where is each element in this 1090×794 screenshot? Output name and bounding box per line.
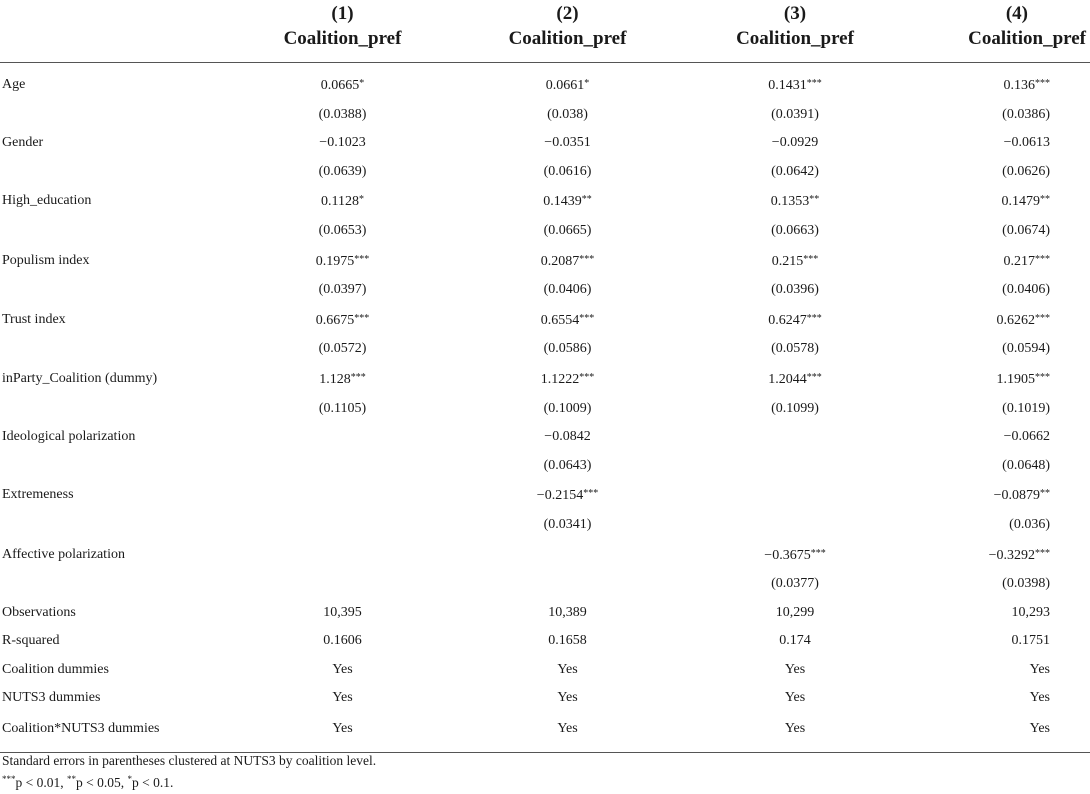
cell-col-1: Yes (332, 690, 353, 706)
row-label (0, 217, 230, 246)
cell-col-2: (0.0616) (543, 163, 592, 179)
cell-col-2: −0.2154*** (536, 488, 599, 504)
row-label: Extremeness (2, 487, 74, 503)
row-label (0, 452, 230, 481)
row-label (0, 395, 230, 424)
cell-col-4: 0.1479** (1001, 194, 1050, 210)
table-row-stderr (0, 335, 1090, 364)
cell-col-4: 0.1751 (1011, 633, 1050, 649)
table-row-stderr (0, 511, 1090, 540)
column-number: (2) (556, 3, 579, 24)
cell-col-1: (0.1105) (318, 400, 367, 416)
notes-line-significance (2, 770, 376, 792)
column-number-row (0, 0, 1090, 27)
cell-col-1 (230, 423, 455, 452)
row-label (0, 276, 230, 305)
cell-col-4: (0.0594) (1002, 341, 1050, 357)
cell-col-3: (0.0391) (771, 106, 819, 122)
cell-col-4: −0.0879** (993, 488, 1050, 504)
cell-col-2: (0.038) (547, 106, 588, 122)
table-body (0, 63, 1090, 753)
table-row (0, 305, 1090, 336)
cell-col-4: (0.0626) (1002, 163, 1050, 179)
row-label (0, 511, 230, 540)
cell-col-3: 0.6247*** (768, 312, 822, 328)
cell-col-3: 0.215*** (771, 253, 819, 269)
cell-col-3: 1.2044*** (768, 371, 822, 387)
row-label: Trust index (2, 311, 66, 327)
cell-col-3 (680, 480, 910, 511)
cell-col-2: 1.1222*** (540, 371, 595, 387)
cell-col-2: Yes (557, 661, 578, 677)
cell-col-2: 0.1439** (543, 194, 592, 210)
row-label: High_education (2, 193, 92, 209)
cell-col-1: 1.128*** (319, 371, 366, 387)
cell-col-1: Yes (230, 713, 455, 753)
cell-col-2 (455, 570, 680, 599)
row-label: Populism index (2, 252, 90, 268)
cell-col-3 (680, 452, 910, 481)
row-label: Affective polarization (2, 546, 125, 562)
cell-col-1: 0.1606 (323, 633, 362, 649)
cell-col-3: (0.0377) (771, 576, 819, 592)
table-row (0, 656, 1090, 685)
table-row (0, 423, 1090, 452)
cell-col-2: 0.1658 (548, 633, 587, 649)
cell-col-4: (0.036) (1009, 516, 1050, 532)
row-label: Ideological polarization (2, 429, 136, 445)
table-row-stderr (0, 158, 1090, 187)
cell-col-4: 0.6262*** (996, 312, 1050, 328)
table-row (0, 246, 1090, 277)
table-row-stderr (0, 217, 1090, 246)
cell-col-2: (0.0643) (543, 457, 592, 473)
table-row-stderr (0, 452, 1090, 481)
notes-line-standard-errors: Standard errors in parentheses clustered at NUTS3 by coalition level. (2, 753, 377, 768)
cell-col-4: (0.1019) (1002, 400, 1050, 416)
table-row (0, 364, 1090, 395)
cell-col-3: (0.0642) (771, 163, 819, 179)
row-label: inParty_Coalition (dummy) (2, 370, 158, 386)
table-row (0, 129, 1090, 158)
cell-col-2: (0.0341) (543, 516, 592, 532)
sig-text-1: p < 0.01, (15, 775, 67, 790)
cell-col-4: (0.0398) (1002, 576, 1050, 592)
cell-col-2: Yes (455, 713, 680, 753)
cell-col-4: (0.0406) (1002, 282, 1050, 298)
row-label (0, 158, 230, 187)
cell-col-3: Yes (680, 713, 910, 753)
cell-col-1: (0.0653) (318, 222, 367, 238)
cell-col-4: Yes (910, 713, 1090, 753)
cell-col-2: 0.0661* (545, 78, 590, 93)
cell-col-1: Yes (332, 661, 353, 677)
table-row (0, 713, 1090, 753)
row-label (0, 335, 230, 364)
cell-col-4: (0.0648) (1002, 457, 1050, 473)
dependent-variable: Coalition_pref (910, 27, 1090, 63)
header-corner (0, 0, 230, 27)
cell-col-3: 0.174 (779, 633, 811, 649)
cell-col-2: 0.2087*** (540, 253, 595, 269)
cell-col-4: −0.3292*** (988, 547, 1050, 563)
row-label (0, 101, 230, 130)
cell-col-4: −0.0613 (1003, 135, 1050, 151)
cell-col-2: 0.6554*** (540, 312, 595, 328)
dependent-variable-row (0, 27, 1090, 63)
table-row-stderr (0, 276, 1090, 305)
cell-col-3 (680, 511, 910, 540)
cell-col-1: 0.1128* (321, 194, 364, 210)
cell-col-4: 10,293 (1011, 604, 1050, 620)
cell-col-3: 10,299 (775, 604, 815, 620)
cell-col-1 (230, 570, 455, 599)
cell-col-2 (455, 540, 680, 571)
cell-col-2: (0.0586) (543, 341, 592, 357)
row-label: Coalition*NUTS3 dummies (0, 713, 230, 753)
sig-mark-1: *** (2, 774, 16, 784)
cell-col-2: 10,389 (548, 604, 587, 620)
cell-col-1: (0.0397) (318, 282, 367, 298)
table-header (0, 0, 1090, 63)
cell-col-3: (0.0396) (771, 282, 819, 298)
table-row (0, 684, 1090, 713)
table-row-stderr (0, 395, 1090, 424)
table-row (0, 627, 1090, 656)
cell-col-3: Yes (784, 661, 806, 677)
cell-col-3: (0.1099) (771, 400, 819, 416)
column-number: (3) (783, 3, 807, 24)
row-label: Age (2, 77, 26, 92)
cell-col-4: 1.1905*** (996, 371, 1050, 387)
cell-col-1: 0.0665* (320, 78, 365, 93)
sig-text-3: p < 0.1. (132, 775, 174, 790)
cell-col-3: 0.1353** (770, 194, 820, 210)
dependent-variable: Coalition_pref (680, 27, 910, 63)
table-notes (2, 751, 376, 792)
cell-col-1 (230, 511, 455, 540)
cell-col-1: (0.0572) (318, 341, 367, 357)
row-label: Observations (2, 604, 76, 620)
table-row (0, 599, 1090, 628)
cell-col-1 (230, 540, 455, 571)
sig-mark-2: ** (67, 774, 76, 784)
cell-col-1: 0.1975*** (315, 253, 370, 269)
row-label: Gender (2, 135, 44, 151)
table-row-stderr (0, 101, 1090, 130)
table-row (0, 480, 1090, 511)
row-label: R-squared (2, 633, 60, 649)
column-number: (1) (331, 3, 354, 24)
cell-col-4: Yes (1029, 661, 1050, 677)
sig-mark-3: * (127, 774, 132, 784)
cell-col-4: Yes (1029, 690, 1050, 706)
cell-col-1 (230, 480, 455, 511)
cell-col-3: −0.0929 (771, 135, 819, 151)
row-label: Coalition dummies (2, 661, 109, 677)
cell-col-1 (230, 452, 455, 481)
cell-col-3: Yes (784, 690, 806, 706)
row-label: NUTS3 dummies (2, 690, 101, 706)
cell-col-4: −0.0662 (1003, 429, 1050, 445)
dependent-variable: Coalition_pref (230, 27, 455, 63)
table-row (0, 63, 1090, 101)
table-row (0, 186, 1090, 217)
cell-col-1: 0.6675*** (315, 312, 370, 328)
header-corner (0, 27, 230, 63)
cell-col-3 (680, 423, 910, 452)
table-row-stderr (0, 570, 1090, 599)
cell-col-2: (0.1009) (543, 400, 592, 416)
dependent-variable: Coalition_pref (455, 27, 680, 63)
cell-col-1: (0.0639) (318, 163, 367, 179)
table-row (0, 540, 1090, 571)
cell-col-4: 0.217*** (1003, 253, 1050, 269)
cell-col-1: −0.1023 (319, 135, 366, 151)
cell-col-2: −0.0351 (544, 135, 591, 151)
cell-col-3: (0.0663) (771, 222, 819, 238)
cell-col-4: (0.0386) (1002, 106, 1050, 122)
cell-col-4: (0.0674) (1002, 222, 1050, 238)
cell-col-2: −0.0842 (544, 429, 591, 445)
column-number: (4) (1005, 3, 1028, 24)
cell-col-1: (0.0388) (318, 106, 367, 122)
cell-col-2: Yes (557, 690, 578, 706)
cell-col-2: (0.0665) (543, 222, 592, 238)
cell-col-3: 0.1431*** (768, 78, 822, 93)
cell-col-1: 10,395 (323, 604, 362, 620)
cell-col-2: (0.0406) (543, 282, 592, 298)
sig-text-2: p < 0.05, (76, 775, 128, 790)
cell-col-4: 0.136*** (1003, 78, 1050, 93)
cell-col-3: (0.0578) (771, 341, 819, 357)
row-label (0, 570, 230, 599)
cell-col-3: −0.3675*** (764, 547, 826, 563)
